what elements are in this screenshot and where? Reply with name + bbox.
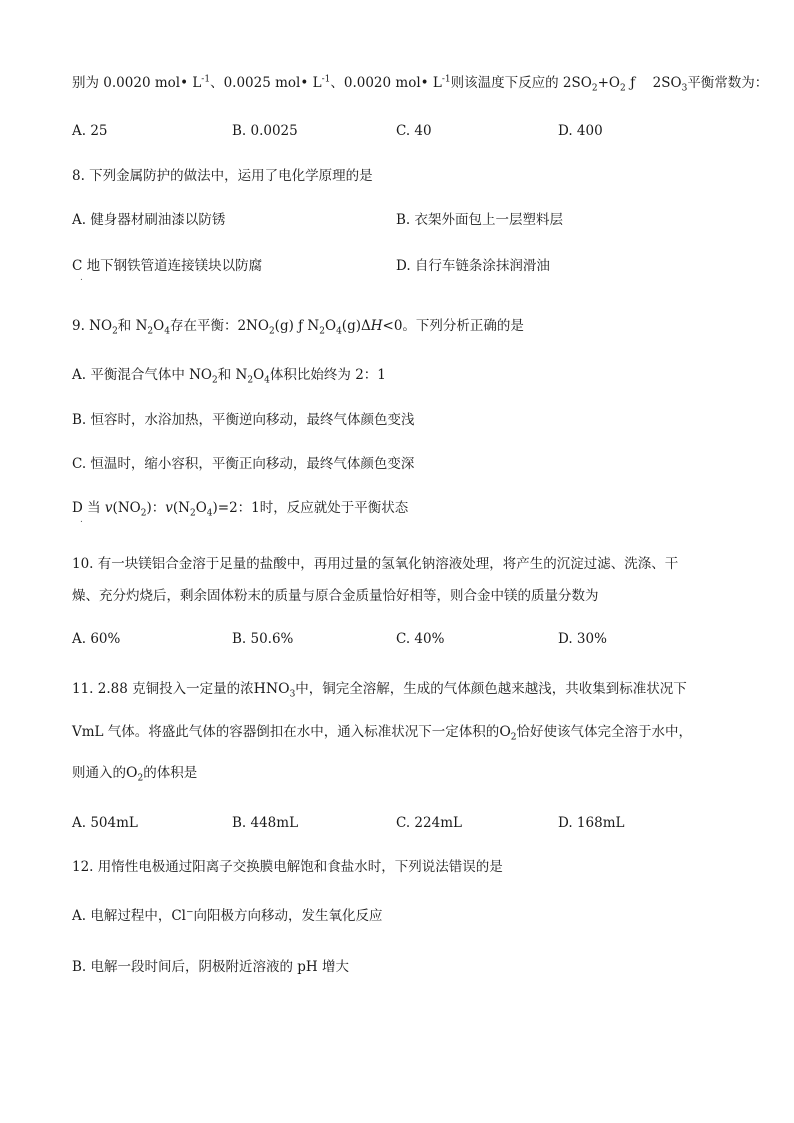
q11-stem-line1: 11. 2.88 克铜投入一定量的浓$HNO_3$中，铜完全溶解，生成的气体颜色越来越浅，共收集到标准状况下 [72, 681, 687, 700]
q10-stem-line1: 10. 有一块镁铝合金溶于足量的盐酸中，再用过量的氢氧化钠溶液处理，将产生的沉淀过滤、洗涤、干 [72, 556, 679, 572]
q7-stem-line: 别为 0.0020 mol• $L^{-1}$、0.0025 mol• $L^{-1}$、0.0020 mol• $L^{-1}$则该温度下反应的 $2SO_2+O_2$ ƒ $2SO_3$平衡常数为： [72, 74, 769, 94]
q10-option-b: B. 50.6% [232, 631, 294, 647]
q10-option-a: A. 60% [72, 631, 121, 647]
q7-option-d: D. 400 [558, 123, 603, 139]
q12-option-b: B. 电解一段时间后，阴极附近溶液的 pH 增大 [72, 959, 349, 975]
q8-option-b: B. 衣架外面包上一层塑料层 [396, 212, 564, 228]
q10-option-d: D. 30% [558, 631, 607, 647]
q10-stem-line2: 燥、充分灼烧后，剩余固体粉末的质量与原合金质量恰好相等，则合金中镁的质量分数为 [72, 588, 599, 604]
q7-option-a: A. 25 [72, 123, 108, 139]
q9-option-d: D 当 $v(NO_2)$：$v(N_2O_4)=2$：1时，反应就处于平衡状态 [72, 500, 409, 519]
q9-option-c: C. 恒温时，缩小容积，平衡正向移动，最终气体颜色变深 [72, 456, 415, 472]
q9-option-b: B. 恒容时，水浴加热，平衡逆向移动，最终气体颜色变浅 [72, 412, 415, 428]
q8-option-c: C 地下钢铁管道连接镁块以防腐 [72, 258, 263, 274]
mark-dot: . [80, 515, 83, 525]
q12-stem: 12. 用惰性电极通过阳离子交换膜电解饱和食盐水时，下列说法错误的是 [72, 859, 503, 875]
q7-option-b: B. 0.0025 [232, 123, 298, 139]
q11-option-a: A. 504mL [72, 815, 138, 831]
equilibrium-arrow: ƒ [625, 75, 640, 91]
q8-option-d: D. 自行车链条涂抹润滑油 [396, 258, 550, 274]
q8-option-a: A. 健身器材刷油漆以防锈 [72, 212, 226, 228]
q9-option-a: A. 平衡混合气体中 $NO_2$和 $N_2O_4$体积比始终为 2：1 [72, 367, 386, 386]
q11-option-d: D. 168mL [558, 815, 625, 831]
q11-option-c: C. 224mL [396, 815, 462, 831]
q11-stem-line2: VmL 气体。将盛此气体的容器倒扣在水中，通入标准状况下一定体积的$O_2$恰好使该气体完全溶于水中， [72, 724, 693, 743]
q7-option-c: C. 40 [396, 123, 432, 139]
q10-option-c: C. 40% [396, 631, 445, 647]
q11-option-b: B. 448mL [232, 815, 299, 831]
q11-stem-line3: 则通入的$O_2$的体积是 [72, 765, 198, 784]
q12-option-a: A. 电解过程中，Cl−向阳极方向移动，发生氧化反应 [72, 907, 383, 924]
mark-dot: . [80, 273, 83, 283]
q9-stem: 9. $NO_2$和 $N_2O_4$存在平衡：$2NO_2(g)$ ƒ $N_2O_4(g)\Delta H<0$。下列分析正确的是 [72, 318, 524, 337]
q8-stem: 8. 下列金属防护的做法中，运用了电化学原理的是 [72, 168, 373, 184]
